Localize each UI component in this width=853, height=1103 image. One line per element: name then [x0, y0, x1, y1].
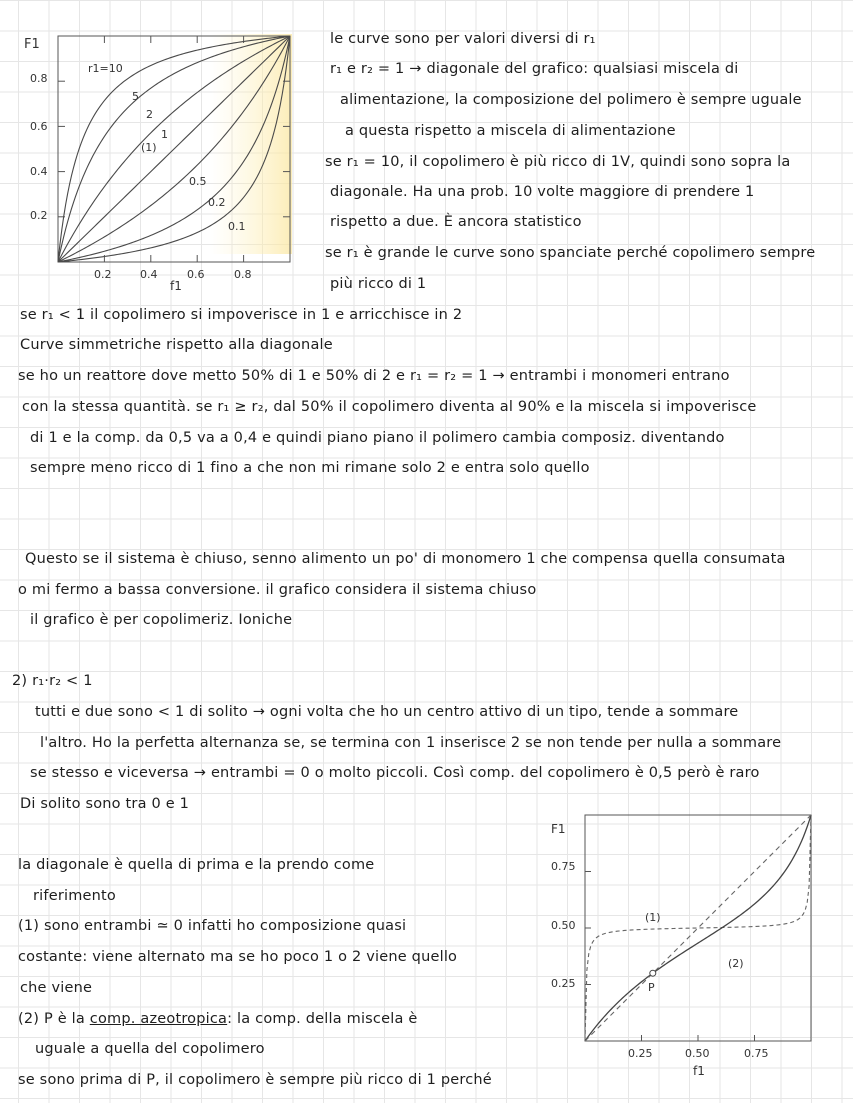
chart2-ylabel: F1 [551, 822, 566, 836]
curve-label-1-paren: (1) [141, 141, 157, 154]
note-line-11: Curve simmetriche rispetto alla diagonale [20, 337, 333, 353]
note-line-20: tutti e due sono < 1 di solito → ogni volta che ho un centro attivo di un tipo, tende a sommare [35, 704, 739, 720]
note-line-18: il grafico è per copolimeriz. Ioniche [30, 612, 293, 628]
curve-label-0.5: 0.5 [189, 175, 207, 188]
note-line-3: alimentazione, la composizione del polimero è sempre uguale [340, 92, 802, 108]
note-line-26: (1) sono entrambi ≃ 0 infatti ho composizione quasi [18, 918, 407, 934]
note-line-29-start: (2) P è la [18, 1011, 90, 1027]
note-line-21: l'altro. Ho la perfetta alternanza se, se termina con 1 inserisce 2 se non tende per nulla a sommare [40, 735, 782, 751]
chart2-ytick-0.75: 0.75 [551, 860, 576, 873]
copolymer-composition-chart-alternating [545, 805, 835, 1085]
chart1-xtick-0.4: 0.4 [140, 268, 158, 281]
note-line-29-end: : la comp. della miscela è [227, 1011, 418, 1027]
note-line-25: riferimento [33, 888, 116, 904]
note-line-5: se r₁ = 10, il copolimero è più ricco di 1V, quindi sono sopra la [325, 154, 791, 170]
note-line-13: con la stessa quantità. se r₁ ≥ r₂, dal 50% il copolimero diventa al 90% e la miscela si impoverisce [22, 399, 757, 415]
note-line-19: 2) r₁·r₂ < 1 [12, 673, 93, 689]
curve-label-r1-10: r1=10 [88, 62, 123, 75]
note-line-28: che viene [20, 980, 93, 996]
chart2-ytick-0.25: 0.25 [551, 977, 576, 990]
note-line-24: la diagonale è quella di prima e la prendo come [18, 857, 375, 873]
note-line-8: se r₁ è grande le curve sono spanciate perché copolimero sempre [325, 245, 816, 261]
curve-label-0.1: 0.1 [228, 220, 246, 233]
note-line-31: se sono prima di P, il copolimero è sempre più ricco di 1 perché [18, 1072, 492, 1088]
note-line-29 [18, 1010, 417, 1028]
chart1-ytick-0.2: 0.2 [30, 209, 48, 222]
chart1-xlabel: f1 [170, 279, 182, 293]
point-label-p: P [648, 981, 655, 994]
chart2-xlabel: f1 [693, 1064, 705, 1078]
note-line-23: Di solito sono tra 0 e 1 [20, 796, 190, 812]
note-line-4: a questa rispetto a miscela di alimentazione [345, 123, 676, 139]
note-line-9: più ricco di 1 [330, 276, 427, 292]
chart1-ylabel: F1 [24, 37, 40, 52]
note-line-10: se r₁ < 1 il copolimero si impoverisce in 1 e arricchisce in 2 [20, 307, 463, 323]
curve-label-5: 5 [132, 90, 139, 103]
chart1-ytick-0.8: 0.8 [30, 72, 48, 85]
chart1-xtick-0.2: 0.2 [94, 268, 112, 281]
azeotropic-composition-term: comp. azeotropica [89, 1011, 228, 1027]
note-line-1: le curve sono per valori diversi di r₁ [330, 31, 596, 47]
note-line-22: se stesso e viceversa → entrambi = 0 o molto piccoli. Così comp. del copolimero è 0,5 però è raro [30, 765, 760, 781]
chart2-xtick-0.50: 0.50 [685, 1047, 710, 1060]
note-line-30: uguale a quella del copolimero [35, 1041, 265, 1057]
note-line-12: se ho un reattore dove metto 50% di 1 e 50% di 2 e r₁ = r₂ = 1 → entrambi i monomeri entrano [18, 368, 730, 384]
note-line-17: o mi fermo a bassa conversione. il grafico considera il sistema chiuso [18, 582, 537, 598]
note-line-15: sempre meno ricco di 1 fino a che non mi rimane solo 2 e entra solo quello [30, 460, 590, 476]
chart2-curve-diagonal [585, 815, 811, 1041]
chart1-ytick-0.6: 0.6 [30, 120, 48, 133]
highlight-mark [210, 34, 292, 254]
curve-label-2: 2 [146, 108, 153, 121]
note-line-2: r₁ e r₂ = 1 → diagonale del grafico: qualsiasi miscela di [330, 61, 739, 77]
chart1-ytick-0.4: 0.4 [30, 165, 48, 178]
note-line-6: diagonale. Ha una prob. 10 volte maggiore di prendere 1 [330, 184, 755, 200]
note-line-16: Questo se il sistema è chiuso, senno alimento un po' di monomero 1 che compensa quella consumata [25, 551, 786, 567]
curve-label-alt-2: (2) [728, 957, 744, 970]
chart2-ytick-0.50: 0.50 [551, 919, 576, 932]
note-line-7: rispetto a due. È ancora statistico [330, 214, 582, 230]
curve-label-alt-1: (1) [645, 911, 661, 924]
chart1-xtick-0.8: 0.8 [234, 268, 252, 281]
note-line-14: di 1 e la comp. da 0,5 va a 0,4 e quindi piano piano il polimero cambia composiz. diventando [30, 430, 725, 446]
azeotropic-point-p [650, 970, 656, 976]
curve-label-1: 1 [161, 128, 168, 141]
chart1-xtick-0.6: 0.6 [187, 268, 205, 281]
note-line-27: costante: viene alternato ma se ho poco 1 o 2 viene quello [18, 949, 458, 965]
curve-label-0.2: 0.2 [208, 196, 226, 209]
chart2-xtick-0.75: 0.75 [744, 1047, 769, 1060]
copolymer-composition-chart-r1-family [10, 28, 320, 300]
chart2-xtick-0.25: 0.25 [628, 1047, 653, 1060]
